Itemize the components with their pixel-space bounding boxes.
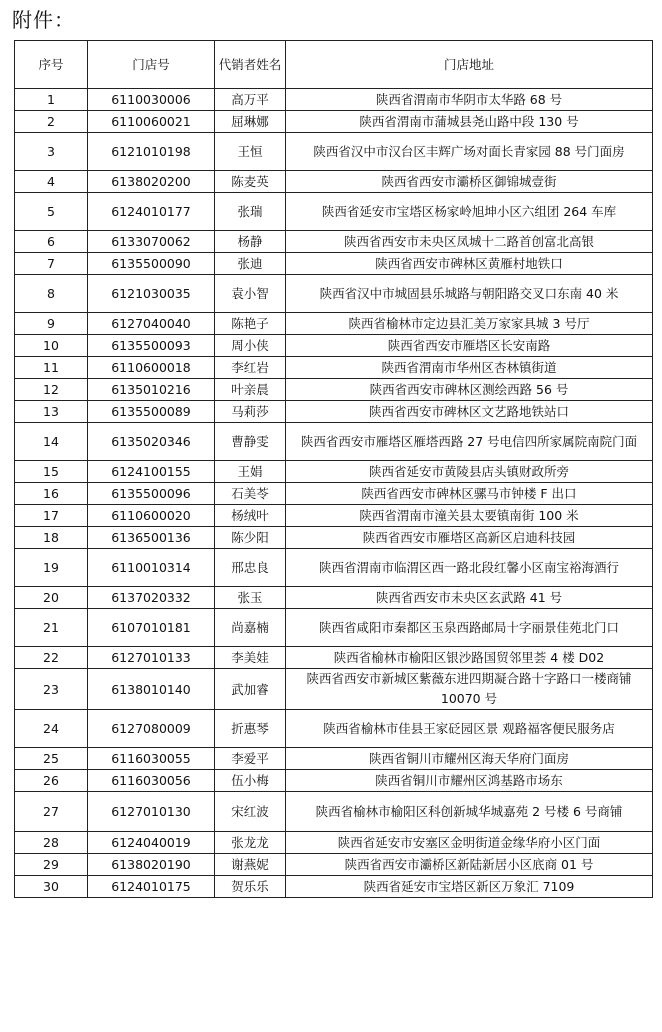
table-row [15, 171, 653, 193]
cell-store-address: 陕西省渭南市华阴市太华路 68 号 [286, 89, 653, 111]
table-row [15, 231, 653, 253]
cell-store-address: 陕西省西安市碑林区测绘西路 56 号 [286, 379, 653, 401]
table-row [15, 193, 653, 231]
cell-index: 4 [15, 171, 88, 193]
store-table [14, 40, 653, 898]
cell-store-address: 陕西省西安市新城区紫薇东进四期凝合路十字路口一楼商铺 10070 号 [286, 669, 653, 710]
cell-store-number: 6135010216 [88, 379, 215, 401]
cell-store-address: 陕西省榆林市榆阳区银沙路国贸邻里荟 4 楼 D02 [286, 647, 653, 669]
table-row [15, 379, 653, 401]
table-row [15, 710, 653, 748]
cell-index: 22 [15, 647, 88, 669]
table-row [15, 313, 653, 335]
cell-store-number: 6124010175 [88, 876, 215, 898]
table-header-row [15, 41, 653, 89]
cell-agent-name: 王恒 [215, 133, 286, 171]
cell-agent-name: 陈少阳 [215, 527, 286, 549]
cell-agent-name: 伍小梅 [215, 770, 286, 792]
cell-store-number: 6107010181 [88, 609, 215, 647]
table-row [15, 111, 653, 133]
cell-index: 14 [15, 423, 88, 461]
table-row [15, 609, 653, 647]
header-store-number: 门店号 [88, 41, 215, 89]
cell-store-number: 6127040040 [88, 313, 215, 335]
cell-index: 13 [15, 401, 88, 423]
cell-index: 25 [15, 748, 88, 770]
cell-store-number: 6121030035 [88, 275, 215, 313]
cell-agent-name: 邢忠良 [215, 549, 286, 587]
cell-agent-name: 谢燕妮 [215, 854, 286, 876]
cell-store-address: 陕西省西安市未央区凤城十二路首创富北高银 [286, 231, 653, 253]
cell-agent-name: 杨静 [215, 231, 286, 253]
cell-store-address: 陕西省渭南市临渭区西一路北段红馨小区南宝裕海酒行 [286, 549, 653, 587]
cell-store-address: 陕西省榆林市佳县王家砭园区景 观路福客便民服务店 [286, 710, 653, 748]
cell-agent-name: 陈麦英 [215, 171, 286, 193]
cell-agent-name: 屈琳娜 [215, 111, 286, 133]
cell-agent-name: 李美娃 [215, 647, 286, 669]
cell-store-address: 陕西省西安市未央区玄武路 41 号 [286, 587, 653, 609]
cell-store-number: 6124010177 [88, 193, 215, 231]
header-store-address: 门店地址 [286, 41, 653, 89]
cell-index: 6 [15, 231, 88, 253]
table-row [15, 549, 653, 587]
cell-agent-name: 石美苓 [215, 483, 286, 505]
cell-index: 2 [15, 111, 88, 133]
cell-index: 21 [15, 609, 88, 647]
cell-store-address: 陕西省渭南市潼关县太要镇南街 100 米 [286, 505, 653, 527]
cell-index: 26 [15, 770, 88, 792]
cell-agent-name: 张瑞 [215, 193, 286, 231]
cell-store-number: 6116030055 [88, 748, 215, 770]
cell-index: 24 [15, 710, 88, 748]
cell-store-number: 6110600018 [88, 357, 215, 379]
table-row [15, 505, 653, 527]
table-row [15, 832, 653, 854]
cell-agent-name: 宋红波 [215, 792, 286, 832]
cell-index: 28 [15, 832, 88, 854]
cell-index: 8 [15, 275, 88, 313]
cell-index: 19 [15, 549, 88, 587]
cell-store-number: 6135020346 [88, 423, 215, 461]
cell-agent-name: 尚嘉楠 [215, 609, 286, 647]
table-body [15, 89, 653, 898]
cell-agent-name: 高万平 [215, 89, 286, 111]
cell-store-number: 6133070062 [88, 231, 215, 253]
cell-index: 23 [15, 669, 88, 710]
cell-store-number: 6127080009 [88, 710, 215, 748]
cell-store-number: 6121010198 [88, 133, 215, 171]
cell-store-address: 陕西省西安市雁塔区长安南路 [286, 335, 653, 357]
cell-agent-name: 周小侠 [215, 335, 286, 357]
cell-agent-name: 李红岩 [215, 357, 286, 379]
table-row [15, 876, 653, 898]
cell-store-number: 6138010140 [88, 669, 215, 710]
cell-store-address: 陕西省汉中市汉台区丰辉广场对面长青家园 88 号门面房 [286, 133, 653, 171]
cell-store-number: 6135500096 [88, 483, 215, 505]
cell-index: 20 [15, 587, 88, 609]
cell-agent-name: 折惠琴 [215, 710, 286, 748]
cell-store-address: 陕西省铜川市耀州区鸿基路市场东 [286, 770, 653, 792]
cell-store-number: 6116030056 [88, 770, 215, 792]
table-row [15, 89, 653, 111]
table-row [15, 587, 653, 609]
table-row [15, 854, 653, 876]
cell-index: 10 [15, 335, 88, 357]
cell-store-number: 6135500093 [88, 335, 215, 357]
cell-index: 27 [15, 792, 88, 832]
table-row [15, 527, 653, 549]
cell-index: 5 [15, 193, 88, 231]
cell-index: 1 [15, 89, 88, 111]
cell-index: 9 [15, 313, 88, 335]
cell-index: 17 [15, 505, 88, 527]
cell-index: 18 [15, 527, 88, 549]
table-row [15, 461, 653, 483]
cell-agent-name: 叶亲晨 [215, 379, 286, 401]
table-row [15, 483, 653, 505]
cell-index: 3 [15, 133, 88, 171]
cell-agent-name: 张龙龙 [215, 832, 286, 854]
header-index: 序号 [15, 41, 88, 89]
table-row [15, 335, 653, 357]
cell-store-address: 陕西省西安市雁塔区高新区启迪科技园 [286, 527, 653, 549]
cell-store-address: 陕西省渭南市蒲城县尧山路中段 130 号 [286, 111, 653, 133]
table-row [15, 401, 653, 423]
cell-store-number: 6138020190 [88, 854, 215, 876]
cell-agent-name: 王娟 [215, 461, 286, 483]
cell-index: 30 [15, 876, 88, 898]
table-row [15, 748, 653, 770]
cell-store-number: 6137020332 [88, 587, 215, 609]
cell-store-address: 陕西省延安市黄陵县店头镇财政所旁 [286, 461, 653, 483]
cell-store-number: 6110060021 [88, 111, 215, 133]
table-row [15, 792, 653, 832]
cell-store-address: 陕西省榆林市榆阳区科创新城华城嘉苑 2 号楼 6 号商铺 [286, 792, 653, 832]
cell-store-address: 陕西省西安市雁塔区雁塔西路 27 号电信四所家属院南院门面 [286, 423, 653, 461]
cell-store-number: 6124100155 [88, 461, 215, 483]
table-row [15, 647, 653, 669]
cell-store-address: 陕西省汉中市城固县乐城路与朝阳路交叉口东南 40 米 [286, 275, 653, 313]
cell-store-number: 6136500136 [88, 527, 215, 549]
cell-agent-name: 曹静雯 [215, 423, 286, 461]
cell-store-address: 陕西省西安市碑林区文艺路地铁站口 [286, 401, 653, 423]
cell-store-address: 陕西省延安市宝塔区杨家岭旭坤小区六组团 264 车库 [286, 193, 653, 231]
cell-index: 15 [15, 461, 88, 483]
cell-store-address: 陕西省西安市灞桥区御锦城壹街 [286, 171, 653, 193]
cell-store-address: 陕西省西安市碑林区骡马市钟楼 F 出口 [286, 483, 653, 505]
cell-agent-name: 袁小智 [215, 275, 286, 313]
cell-store-address: 陕西省铜川市耀州区海天华府门面房 [286, 748, 653, 770]
cell-agent-name: 杨绒叶 [215, 505, 286, 527]
cell-agent-name: 李爱平 [215, 748, 286, 770]
cell-store-number: 6110030006 [88, 89, 215, 111]
cell-agent-name: 武加睿 [215, 669, 286, 710]
header-agent-name: 代销者姓名 [215, 41, 286, 89]
cell-store-address: 陕西省榆林市定边县汇美万家家具城 3 号厅 [286, 313, 653, 335]
cell-store-address: 陕西省延安市宝塔区新区万象汇 7109 [286, 876, 653, 898]
table-row [15, 275, 653, 313]
cell-store-number: 6127010133 [88, 647, 215, 669]
cell-store-number: 6135500089 [88, 401, 215, 423]
cell-store-number: 6138020200 [88, 171, 215, 193]
table-row [15, 770, 653, 792]
cell-index: 11 [15, 357, 88, 379]
cell-agent-name: 张玉 [215, 587, 286, 609]
table-row [15, 253, 653, 275]
cell-store-number: 6110600020 [88, 505, 215, 527]
table-row [15, 669, 653, 710]
table-row [15, 357, 653, 379]
table-row [15, 133, 653, 171]
cell-index: 16 [15, 483, 88, 505]
cell-store-address: 陕西省西安市碑林区黄雁村地铁口 [286, 253, 653, 275]
page-title: 附件： [12, 8, 75, 32]
cell-store-number: 6110010314 [88, 549, 215, 587]
table-row [15, 423, 653, 461]
cell-store-address: 陕西省咸阳市秦都区玉泉西路邮局十字丽景佳苑北门口 [286, 609, 653, 647]
cell-agent-name: 陈艳子 [215, 313, 286, 335]
cell-agent-name: 贺乐乐 [215, 876, 286, 898]
cell-index: 12 [15, 379, 88, 401]
cell-index: 29 [15, 854, 88, 876]
cell-store-number: 6124040019 [88, 832, 215, 854]
cell-agent-name: 马莉莎 [215, 401, 286, 423]
cell-index: 7 [15, 253, 88, 275]
cell-store-number: 6135500090 [88, 253, 215, 275]
cell-store-address: 陕西省延安市安塞区金明街道金缘华府小区门面 [286, 832, 653, 854]
cell-store-address: 陕西省渭南市华州区杏林镇街道 [286, 357, 653, 379]
cell-store-address: 陕西省西安市灞桥区新陆新居小区底商 01 号 [286, 854, 653, 876]
cell-agent-name: 张迪 [215, 253, 286, 275]
cell-store-number: 6127010130 [88, 792, 215, 832]
